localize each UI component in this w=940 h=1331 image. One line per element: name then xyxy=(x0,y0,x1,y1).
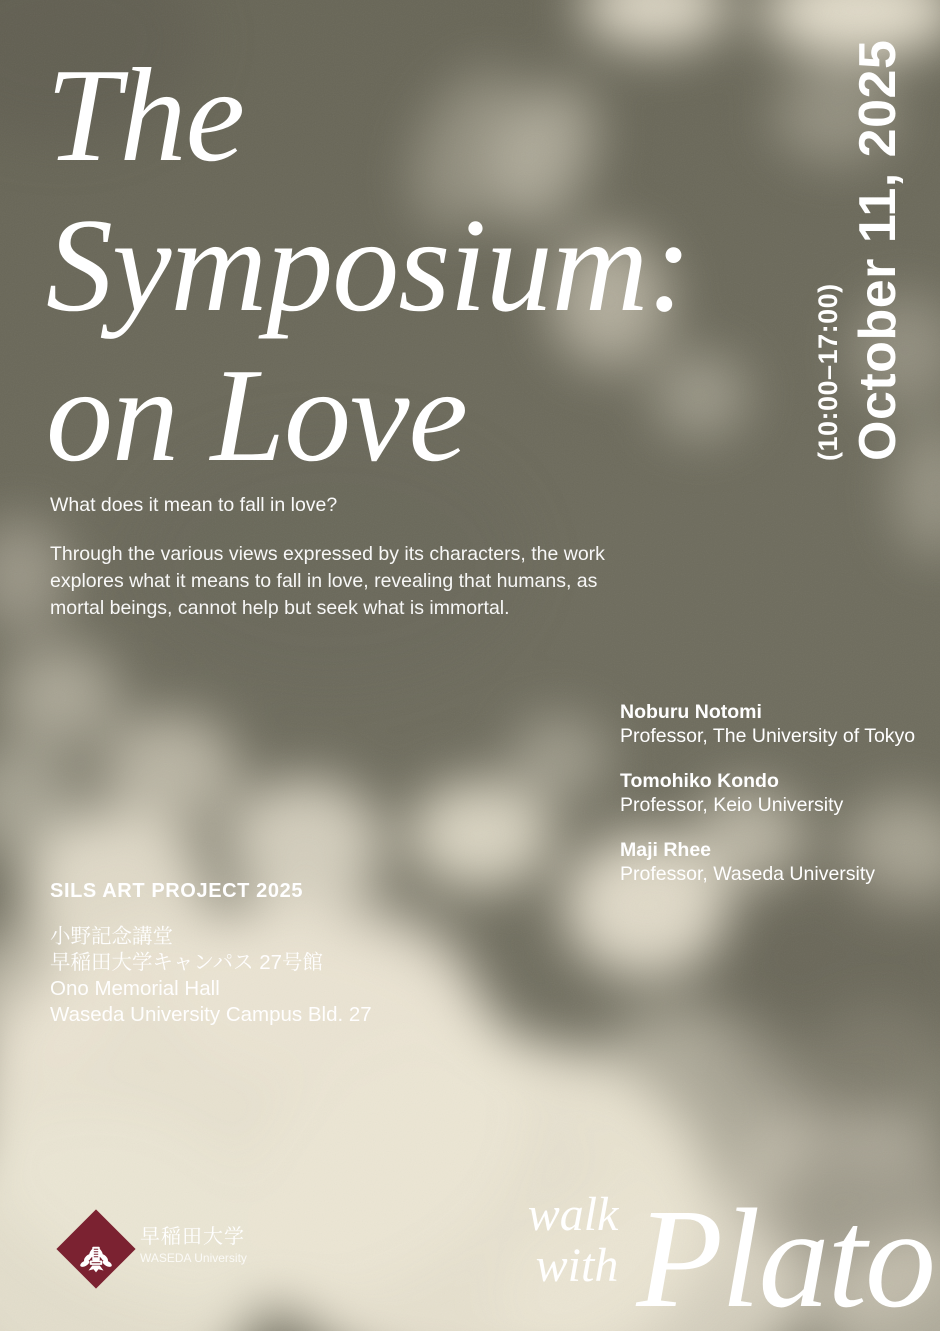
event-date: October 11, 2025 xyxy=(849,39,908,461)
title-line-1: The xyxy=(46,41,244,189)
tagline-plato: Plato xyxy=(636,1178,934,1331)
speaker-entry xyxy=(620,769,915,817)
project-label: SILS ART PROJECT 2025 xyxy=(50,880,304,902)
description-paragraph: Through the various views expressed by its characters, the work explores what it means to fall in love, revealing that humans, as mortal beings, cannot help but seek what is immortal. xyxy=(50,543,605,619)
bokeh-blob xyxy=(510,716,610,801)
poster-title xyxy=(46,40,691,490)
speaker-name: Noburu Notomi xyxy=(620,701,762,723)
venue-block xyxy=(50,924,372,1028)
speaker-name: Tomohiko Kondo xyxy=(620,770,779,792)
bokeh-blob xyxy=(0,645,120,745)
waseda-logo-en: WASEDA University xyxy=(140,1251,247,1265)
speaker-role: Professor, Waseda University xyxy=(620,863,876,885)
venue-line-jp-hall: 小野記念講堂 xyxy=(50,925,173,948)
speaker-role: Professor, The University of Tokyo xyxy=(620,725,916,747)
speaker-name: Maji Rhee xyxy=(620,839,712,861)
venue-line-en-hall: Ono Memorial Hall xyxy=(50,977,220,1000)
tagline xyxy=(527,1178,934,1331)
venue-line-jp-campus: 早稲田大学キャンパス 27号館 xyxy=(50,951,324,974)
waseda-logo-text xyxy=(140,1224,247,1265)
tagline-word-walk: walk xyxy=(527,1188,619,1242)
tagline-word-with: with xyxy=(535,1238,619,1292)
speakers-list xyxy=(620,700,915,907)
venue-line-en-campus: Waseda University Campus Bld. 27 xyxy=(50,1003,372,1026)
waseda-logo-jp: 早稲田大学 xyxy=(140,1226,245,1248)
title-line-3: on Love xyxy=(46,341,467,489)
lead-question: What does it mean to fall in love? xyxy=(50,494,338,516)
event-time: (10:00–17:00) xyxy=(813,283,843,461)
title-line-2: Symposium: xyxy=(46,191,692,339)
speaker-entry xyxy=(620,700,915,748)
bokeh-blob xyxy=(408,780,553,890)
date-block xyxy=(813,31,913,461)
waseda-crest-icon xyxy=(77,1243,115,1273)
speaker-role: Professor, Keio University xyxy=(620,794,844,816)
tagline-walk-with xyxy=(528,1190,619,1311)
speaker-entry xyxy=(620,838,915,886)
